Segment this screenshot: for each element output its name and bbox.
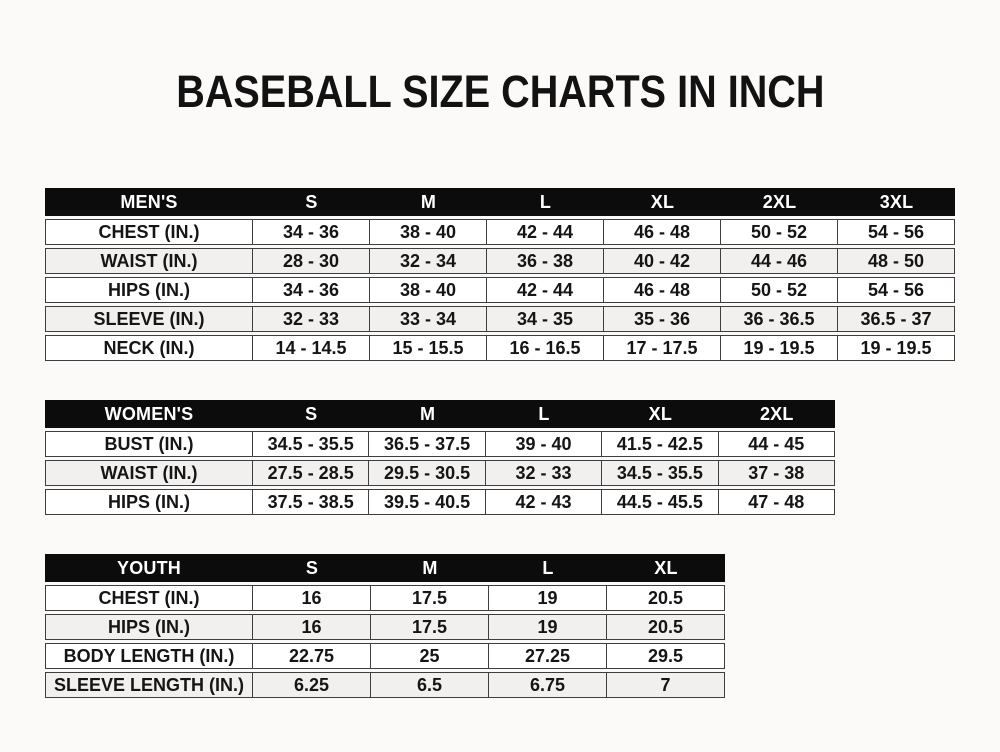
size-value: 25 <box>371 643 489 669</box>
size-value: 38 - 40 <box>370 277 487 303</box>
title-area <box>0 66 1000 118</box>
size-value: 16 <box>253 585 371 611</box>
measurement-label: BUST (IN.) <box>45 431 253 457</box>
size-value: 19 <box>489 585 607 611</box>
size-value: 54 - 56 <box>838 277 955 303</box>
size-value: 36 - 36.5 <box>721 306 838 332</box>
table-row <box>45 585 725 611</box>
size-column-header: XL <box>607 554 725 582</box>
size-value: 42 - 43 <box>486 489 602 515</box>
size-value: 42 - 44 <box>487 277 604 303</box>
size-value: 33 - 34 <box>370 306 487 332</box>
table-row <box>45 643 725 669</box>
size-value: 46 - 48 <box>604 219 721 245</box>
measurement-label: HIPS (IN.) <box>45 277 253 303</box>
size-column-header: L <box>487 188 604 216</box>
size-column-header: S <box>253 400 369 428</box>
size-value: 54 - 56 <box>838 219 955 245</box>
table-row <box>45 614 725 640</box>
table-row <box>45 431 835 457</box>
size-value: 19 - 19.5 <box>721 335 838 361</box>
size-value: 37 - 38 <box>719 460 835 486</box>
size-value: 34.5 - 35.5 <box>602 460 718 486</box>
size-value: 7 <box>607 672 725 698</box>
size-value: 50 - 52 <box>721 219 838 245</box>
table-row <box>45 219 955 245</box>
womens-header-row <box>45 400 835 428</box>
size-value: 6.75 <box>489 672 607 698</box>
womens-size-table <box>45 397 835 518</box>
size-value: 36.5 - 37 <box>838 306 955 332</box>
size-column-header: M <box>371 554 489 582</box>
table-group-header: YOUTH <box>45 554 253 582</box>
size-value: 34.5 - 35.5 <box>253 431 369 457</box>
table-row <box>45 489 835 515</box>
size-value: 44.5 - 45.5 <box>602 489 718 515</box>
size-value: 32 - 33 <box>486 460 602 486</box>
size-value: 28 - 30 <box>253 248 370 274</box>
size-column-header: 2XL <box>719 400 835 428</box>
size-column-header: M <box>370 188 487 216</box>
size-value: 29.5 - 30.5 <box>369 460 485 486</box>
size-value: 40 - 42 <box>604 248 721 274</box>
size-column-header: L <box>486 400 602 428</box>
size-value: 29.5 <box>607 643 725 669</box>
size-column-header: XL <box>604 188 721 216</box>
size-value: 20.5 <box>607 614 725 640</box>
mens-size-table <box>45 185 955 364</box>
size-value: 36.5 - 37.5 <box>369 431 485 457</box>
size-value: 15 - 15.5 <box>370 335 487 361</box>
size-value: 34 - 35 <box>487 306 604 332</box>
size-value: 34 - 36 <box>253 219 370 245</box>
size-value: 16 <box>253 614 371 640</box>
table-group-header: WOMEN'S <box>45 400 253 428</box>
size-column-header: L <box>489 554 607 582</box>
size-value: 6.25 <box>253 672 371 698</box>
measurement-label: SLEEVE (IN.) <box>45 306 253 332</box>
size-value: 44 - 46 <box>721 248 838 274</box>
size-value: 17.5 <box>371 585 489 611</box>
size-value: 36 - 38 <box>487 248 604 274</box>
size-value: 32 - 34 <box>370 248 487 274</box>
page-title: BASEBALL SIZE CHARTS IN INCH <box>175 66 825 117</box>
size-column-header: S <box>253 188 370 216</box>
size-value: 39 - 40 <box>486 431 602 457</box>
measurement-label: SLEEVE LENGTH (IN.) <box>45 672 253 698</box>
size-column-header: M <box>369 400 485 428</box>
size-value: 14 - 14.5 <box>253 335 370 361</box>
measurement-label: CHEST (IN.) <box>45 219 253 245</box>
size-value: 17.5 <box>371 614 489 640</box>
size-value: 48 - 50 <box>838 248 955 274</box>
size-value: 35 - 36 <box>604 306 721 332</box>
measurement-label: BODY LENGTH (IN.) <box>45 643 253 669</box>
size-value: 41.5 - 42.5 <box>602 431 718 457</box>
table-row <box>45 460 835 486</box>
measurement-label: CHEST (IN.) <box>45 585 253 611</box>
size-column-header: 2XL <box>721 188 838 216</box>
measurement-label: WAIST (IN.) <box>45 248 253 274</box>
size-value: 50 - 52 <box>721 277 838 303</box>
size-value: 47 - 48 <box>719 489 835 515</box>
size-value: 42 - 44 <box>487 219 604 245</box>
size-value: 20.5 <box>607 585 725 611</box>
size-value: 38 - 40 <box>370 219 487 245</box>
size-value: 39.5 - 40.5 <box>369 489 485 515</box>
table-row <box>45 672 725 698</box>
size-column-header: S <box>253 554 371 582</box>
size-value: 6.5 <box>371 672 489 698</box>
size-value: 34 - 36 <box>253 277 370 303</box>
size-value: 44 - 45 <box>719 431 835 457</box>
size-value: 46 - 48 <box>604 277 721 303</box>
table-row <box>45 306 955 332</box>
size-value: 16 - 16.5 <box>487 335 604 361</box>
size-value: 22.75 <box>253 643 371 669</box>
size-value: 27.5 - 28.5 <box>253 460 369 486</box>
size-value: 19 <box>489 614 607 640</box>
mens-header-row <box>45 188 955 216</box>
youth-header-row <box>45 554 725 582</box>
size-value: 17 - 17.5 <box>604 335 721 361</box>
table-row <box>45 248 955 274</box>
measurement-label: HIPS (IN.) <box>45 614 253 640</box>
measurement-label: NECK (IN.) <box>45 335 253 361</box>
size-value: 37.5 - 38.5 <box>253 489 369 515</box>
measurement-label: HIPS (IN.) <box>45 489 253 515</box>
size-value: 19 - 19.5 <box>838 335 955 361</box>
size-column-header: XL <box>602 400 718 428</box>
size-column-header: 3XL <box>838 188 955 216</box>
size-value: 32 - 33 <box>253 306 370 332</box>
youth-size-table <box>45 551 725 701</box>
table-group-header: MEN'S <box>45 188 253 216</box>
table-row <box>45 335 955 361</box>
size-value: 27.25 <box>489 643 607 669</box>
measurement-label: WAIST (IN.) <box>45 460 253 486</box>
table-row <box>45 277 955 303</box>
